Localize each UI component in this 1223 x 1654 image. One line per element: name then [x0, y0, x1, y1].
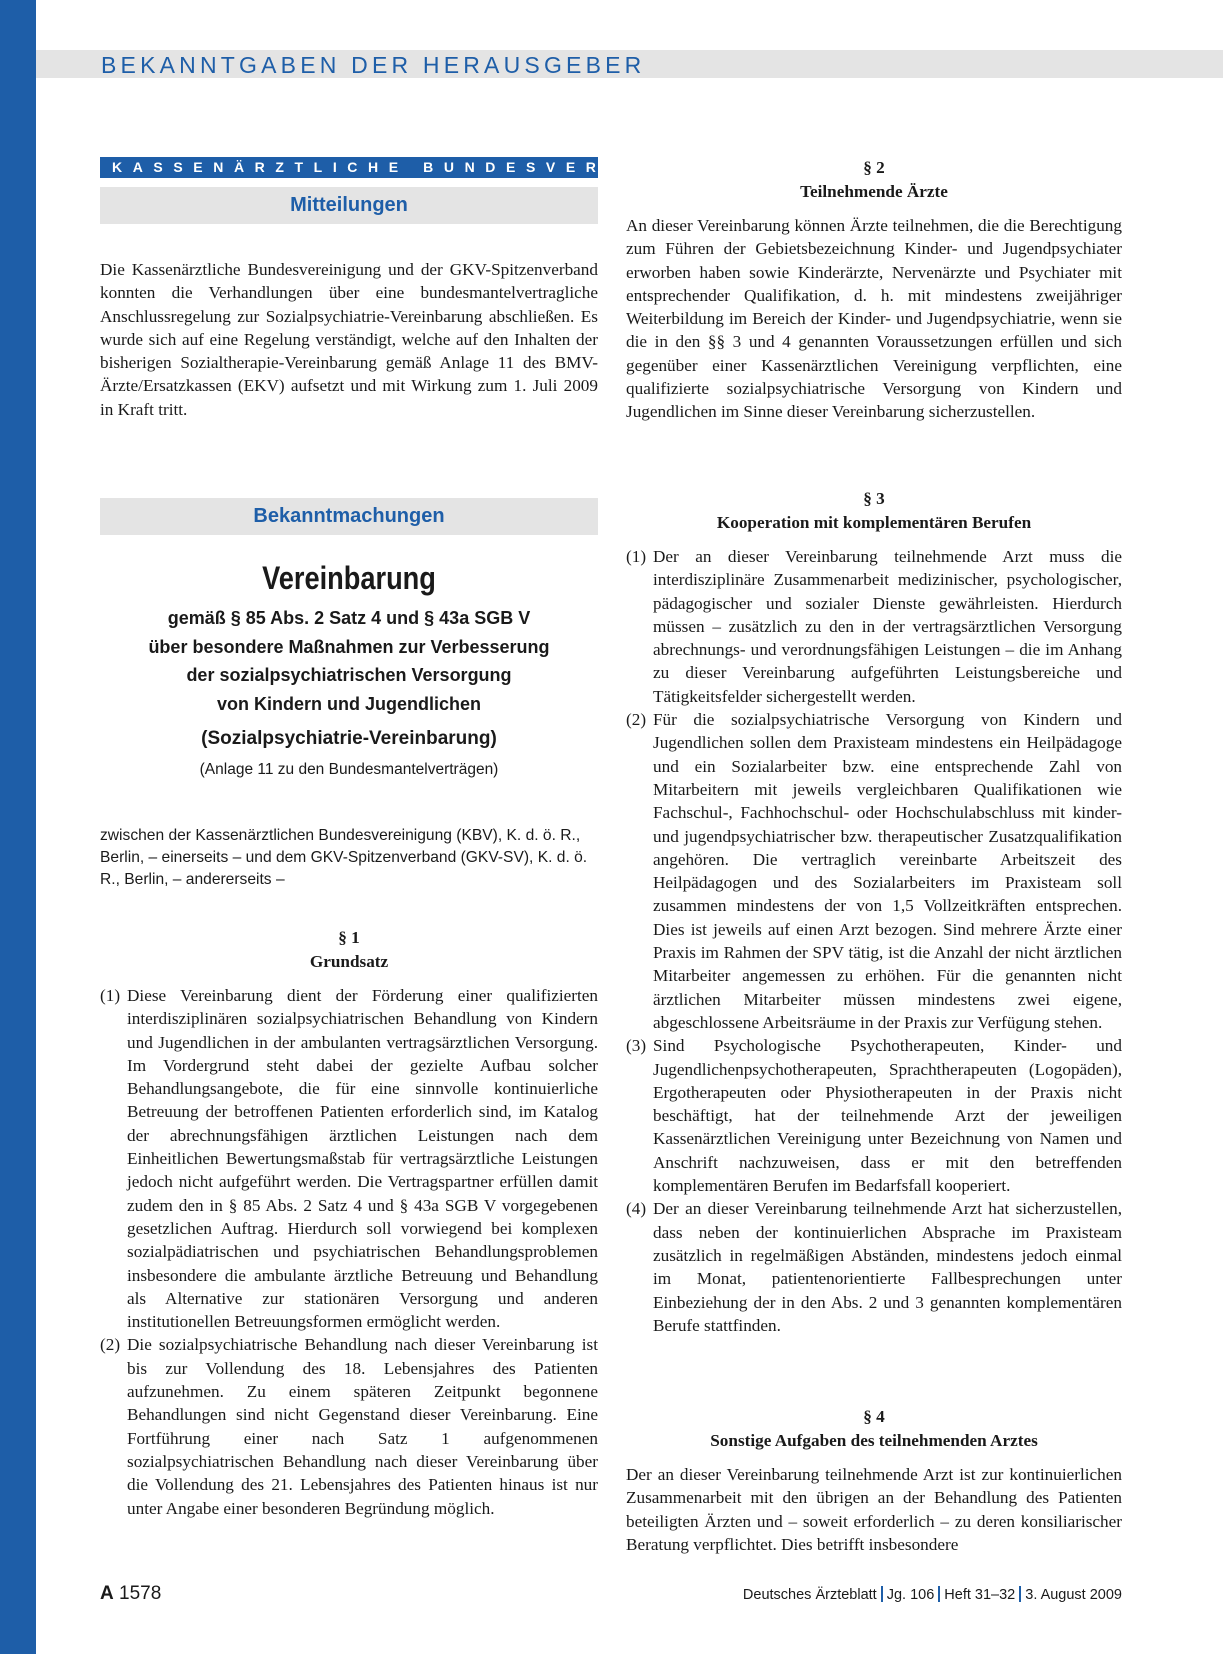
vereinbarung-subtitle-line: von Kindern und Jugendlichen	[216, 693, 481, 714]
list-item	[626, 708, 1122, 1034]
footer-divider	[938, 1586, 940, 1602]
paragraph-2	[626, 156, 1122, 424]
kbv-label-bar: KASSENÄRZTLICHE BUNDESVEREINIGUNG	[100, 157, 598, 178]
left-accent-bar	[0, 0, 36, 1654]
parties-block	[100, 825, 598, 891]
page-number	[100, 1583, 161, 1605]
item-number: (1)	[100, 986, 121, 1005]
parties-text: zwischen der Kassenärztlichen Bundesvereinigung (KBV), K. d. ö. R., Berlin, – einerseits – und dem GKV-Spitzenverband (GKV-SV), K. d. ö. R., Berlin, – andererseits –	[100, 827, 588, 888]
vereinbarung-subtitle-line: über besondere Maßnahmen zur Verbesserung	[148, 636, 550, 657]
vereinbarung-subtitle-line: gemäß § 85 Abs. 2 Satz 4 und § 43a SGB V	[167, 608, 531, 628]
page-letter: A	[100, 1583, 114, 1604]
paragraph-1-number: § 1	[338, 928, 360, 947]
vereinbarung-subtitle-line: der sozialpsychiatrischen Versorgung	[186, 665, 512, 685]
item-number: (1)	[626, 547, 647, 566]
paragraph-4	[626, 1405, 1122, 1556]
page-number-value: 1578	[119, 1583, 162, 1604]
bekanntmachungen-heading: Bekanntmachungen	[100, 498, 598, 535]
footer-divider	[1019, 1586, 1021, 1602]
vereinbarung-block	[100, 558, 598, 782]
paragraph-1-title: Grundsatz	[309, 952, 389, 971]
vereinbarung-anlage: (Anlage 11 zu den Bundesmantelverträgen)	[199, 761, 499, 778]
footer-divider	[881, 1586, 883, 1602]
item-text: Diese Vereinbarung dient der Förderung einer qualifizierten interdisziplinären sozialpsychiatrischen Behandlung von Kindern und Jugendlichen in der ambulanten vertragsärztlichen Versorgung. Im Vordergrund steht dabei der gezielte Aufbau solcher Behandlungsangebote, die für eine sinnvolle kontinuierliche Betreuung der betroffenen Patienten erforderlich sind, im Katalog der abrechnungsfähigen ärztlichen Leistungen nach dem Einheitlichen Bewertungsmaßstab für vertragsärztliche Leistungen jedoch nicht aufgeführt werden. Die Vertragspartner erfüllen damit zudem den in § 85 Abs. 2 Satz 4 und § 43a SGB V vorgegebenen gesetzlichen Auftrag. Hierdurch soll vorwiegend bei komplexen sozialpädiatrischen und psychiatrischen Behandlungsproblemen insbesondere die ambulante ärztliche Betreuung und Behandlung als Alternative zur stationären Versorgung und anderen institutionellen Betreuungsformen ermöglicht werden.	[127, 986, 598, 1332]
paragraph-4-title: Sonstige Aufgaben des teilnehmenden Arztes	[710, 1431, 1038, 1450]
paragraph-4-text: Der an dieser Vereinbarung teilnehmende Arzt ist zur kontinuierlichen Zusammenarbeit mit den übrigen an der Behandlung des Patienten beteiligten Ärzten und – soweit erforderlich – zu deren konsiliarischer Beratung verpflichtet. Dies betrifft insbesondere	[626, 1465, 1122, 1554]
paragraph-3-number: § 3	[863, 489, 885, 508]
paragraph-4-number: § 4	[863, 1407, 885, 1426]
journal-date: 3. August 2009	[1025, 1587, 1122, 1603]
vereinbarung-title: Vereinbarung	[262, 560, 436, 596]
journal-citation	[743, 1586, 1122, 1603]
item-text: Sind Psychologische Psychotherapeuten, Kinder- und Jugendlichenpsychotherapeuten, Sprachtherapeuten (Logopäden), Ergotherapeuten oder Physiotherapeuten in der Praxis nicht beschäftigt, hat der teilnehmende Arzt der jeweiligen Kassenärztlichen Vereinigung unter Bezeichnung von Namen und Anschrift nachzuweisen, dass er mit den betreffenden komplementären Berufen im Bedarfsfall kooperiert.	[653, 1036, 1122, 1196]
item-number: (2)	[626, 710, 647, 730]
journal-volume: Jg. 106	[886, 1587, 935, 1603]
mitteilungen-block	[100, 258, 598, 421]
paragraph-1-list	[100, 984, 598, 1520]
item-number: (2)	[100, 1335, 121, 1355]
mitteilungen-heading: Mitteilungen	[100, 187, 598, 224]
list-item	[100, 1333, 598, 1519]
journal-issue: Heft 31–32	[944, 1587, 1016, 1603]
item-text: Der an dieser Vereinbarung teilnehmende Arzt hat sicherzustellen, dass neben der kontinuierlichen Absprache im Praxisteam zusätzlich in regelmäßigen Abständen, mindestens jedoch einmal im Monat, patientenorientierte Fallbesprechungen unter Einbeziehung der in den Abs. 2 und 3 genannten komplementären Berufe stattfinden.	[653, 1199, 1122, 1335]
paragraph-2-number: § 2	[863, 158, 885, 177]
list-item	[626, 1197, 1122, 1337]
journal-name: Deutsches Ärzteblatt	[742, 1587, 877, 1603]
item-text: Für die sozialpsychiatrische Versorgung von Kindern und Jugendlichen sollen dem Praxisteam mindestens ein Heilpädagoge und ein Sozialarbeiter bzw. eine entsprechende Zahl von Mitarbeitern mit jeweils vergleichbaren Qualifikationen wie Fachschul-, Fachhochschul- oder Hochschulabschluss mit kinder- und jugendpsychiatrischer bzw. therapeutischer Zusatzqualifikation angehören. Die vertraglich vereinbarte Arbeitszeit des Heilpädagogen und des Sozialarbeiters im Praxisteam soll zusammen mindestens der von 1,5 Vollzeitkräften entsprechen. Dies ist jeweils auf einen Arzt bezogen. Sind mehrere Ärzte einer Praxis im Rahmen der SPV tätig, ist die Anzahl der nicht ärztlichen Mitarbeiter angemessen zu erhöhen. Für die genannten nicht ärztlichen Mitarbeiter müssen mindestens zwei eigene, abgeschlossene Arbeitsräume in der Praxis zur Verfügung stehen.	[653, 710, 1122, 1032]
item-number: (3)	[626, 1036, 647, 1056]
item-text: Der an dieser Vereinbarung teilnehmende Arzt muss die interdisziplinäre Zusammenarbeit medizinischer, psychologischer, pädagogischer und sozialer Dienste gewährleisten. Hierdurch müssen – zusätzlich zu den in der vertragsärztlichen Versorgung abrechnungs- und verordnungsfähigen Leistungen – die im Anhang zu dieser Vereinbarung aufgeführten Leistungsbereiche und Tätigkeitsfelder sichergestellt werden.	[653, 547, 1122, 706]
vereinbarung-subtitle	[100, 604, 598, 718]
list-item	[100, 984, 598, 1333]
paragraph-2-title: Teilnehmende Ärzte	[800, 182, 948, 201]
item-text: Die sozialpsychiatrische Behandlung nach dieser Vereinbarung ist bis zur Vollendung des 18. Lebensjahres des Patienten aufzunehmen. Zu einem späteren Zeitpunkt begonnene Behandlungen sind nicht Gegenstand dieser Vereinbarung. Eine Fortführung einer nach Satz 1 aufgenommenen sozialpsychiatrischen Behandlung nach dieser Vereinbarung über die Vollendung des 21. Lebensjahres des Patienten hinaus ist nur unter Angabe einer besonderen Begründung möglich.	[127, 1335, 598, 1518]
list-item	[626, 545, 1122, 708]
vereinbarung-short-name: (Sozialpsychiatrie-Vereinbarung)	[201, 728, 497, 749]
section-header-title: BEKANNTGABEN DER HERAUSGEBER	[101, 52, 646, 78]
paragraph-3-title: Kooperation mit komplementären Berufen	[716, 513, 1032, 532]
mitteilungen-text: Die Kassenärztliche Bundesvereinigung und der GKV-Spitzenverband konnten die Verhandlungen über eine bundesmantelvertragliche Anschlussregelung zur Sozialpsychiatrie-Vereinbarung abschließen. Es wurde sich auf eine Regelung verständigt, welche auf den Inhalten der bisherigen Sozialtherapie-Vereinbarung gemäß Anlage 11 des BMV-Ärzte/Ersatzkassen (EKV) aufsetzt und mit Wirkung zum 1. Juli 2009 in Kraft tritt.	[100, 260, 598, 419]
paragraph-1	[100, 926, 598, 1520]
item-number: (4)	[626, 1199, 647, 1219]
paragraph-3	[626, 487, 1122, 1337]
list-item	[626, 1034, 1122, 1197]
paragraph-2-text: An dieser Vereinbarung können Ärzte teilnehmen, die die Berechtigung zum Führen der Gebietsbezeichnung Kinder- und Jugendpsychiater erworben haben sowie Kinderärzte, Nervenärzte und Psychiater mit entsprechender Qualifikation, d. h. mit mindestens zweijähriger Weiterbildung im Bereich der Kinder- und Jugendpsychiatrie, wenn sie die in den §§ 3 und 4 genannten Voraussetzungen erfüllen und sich gegenüber einer Kassenärztlichen Vereinigung verpflichten, eine qualifizierte sozialpsychiatrische Versorgung von Kindern und Jugendlichen im Sinne dieser Vereinbarung sicherzustellen.	[626, 216, 1122, 422]
paragraph-3-list	[626, 545, 1122, 1337]
